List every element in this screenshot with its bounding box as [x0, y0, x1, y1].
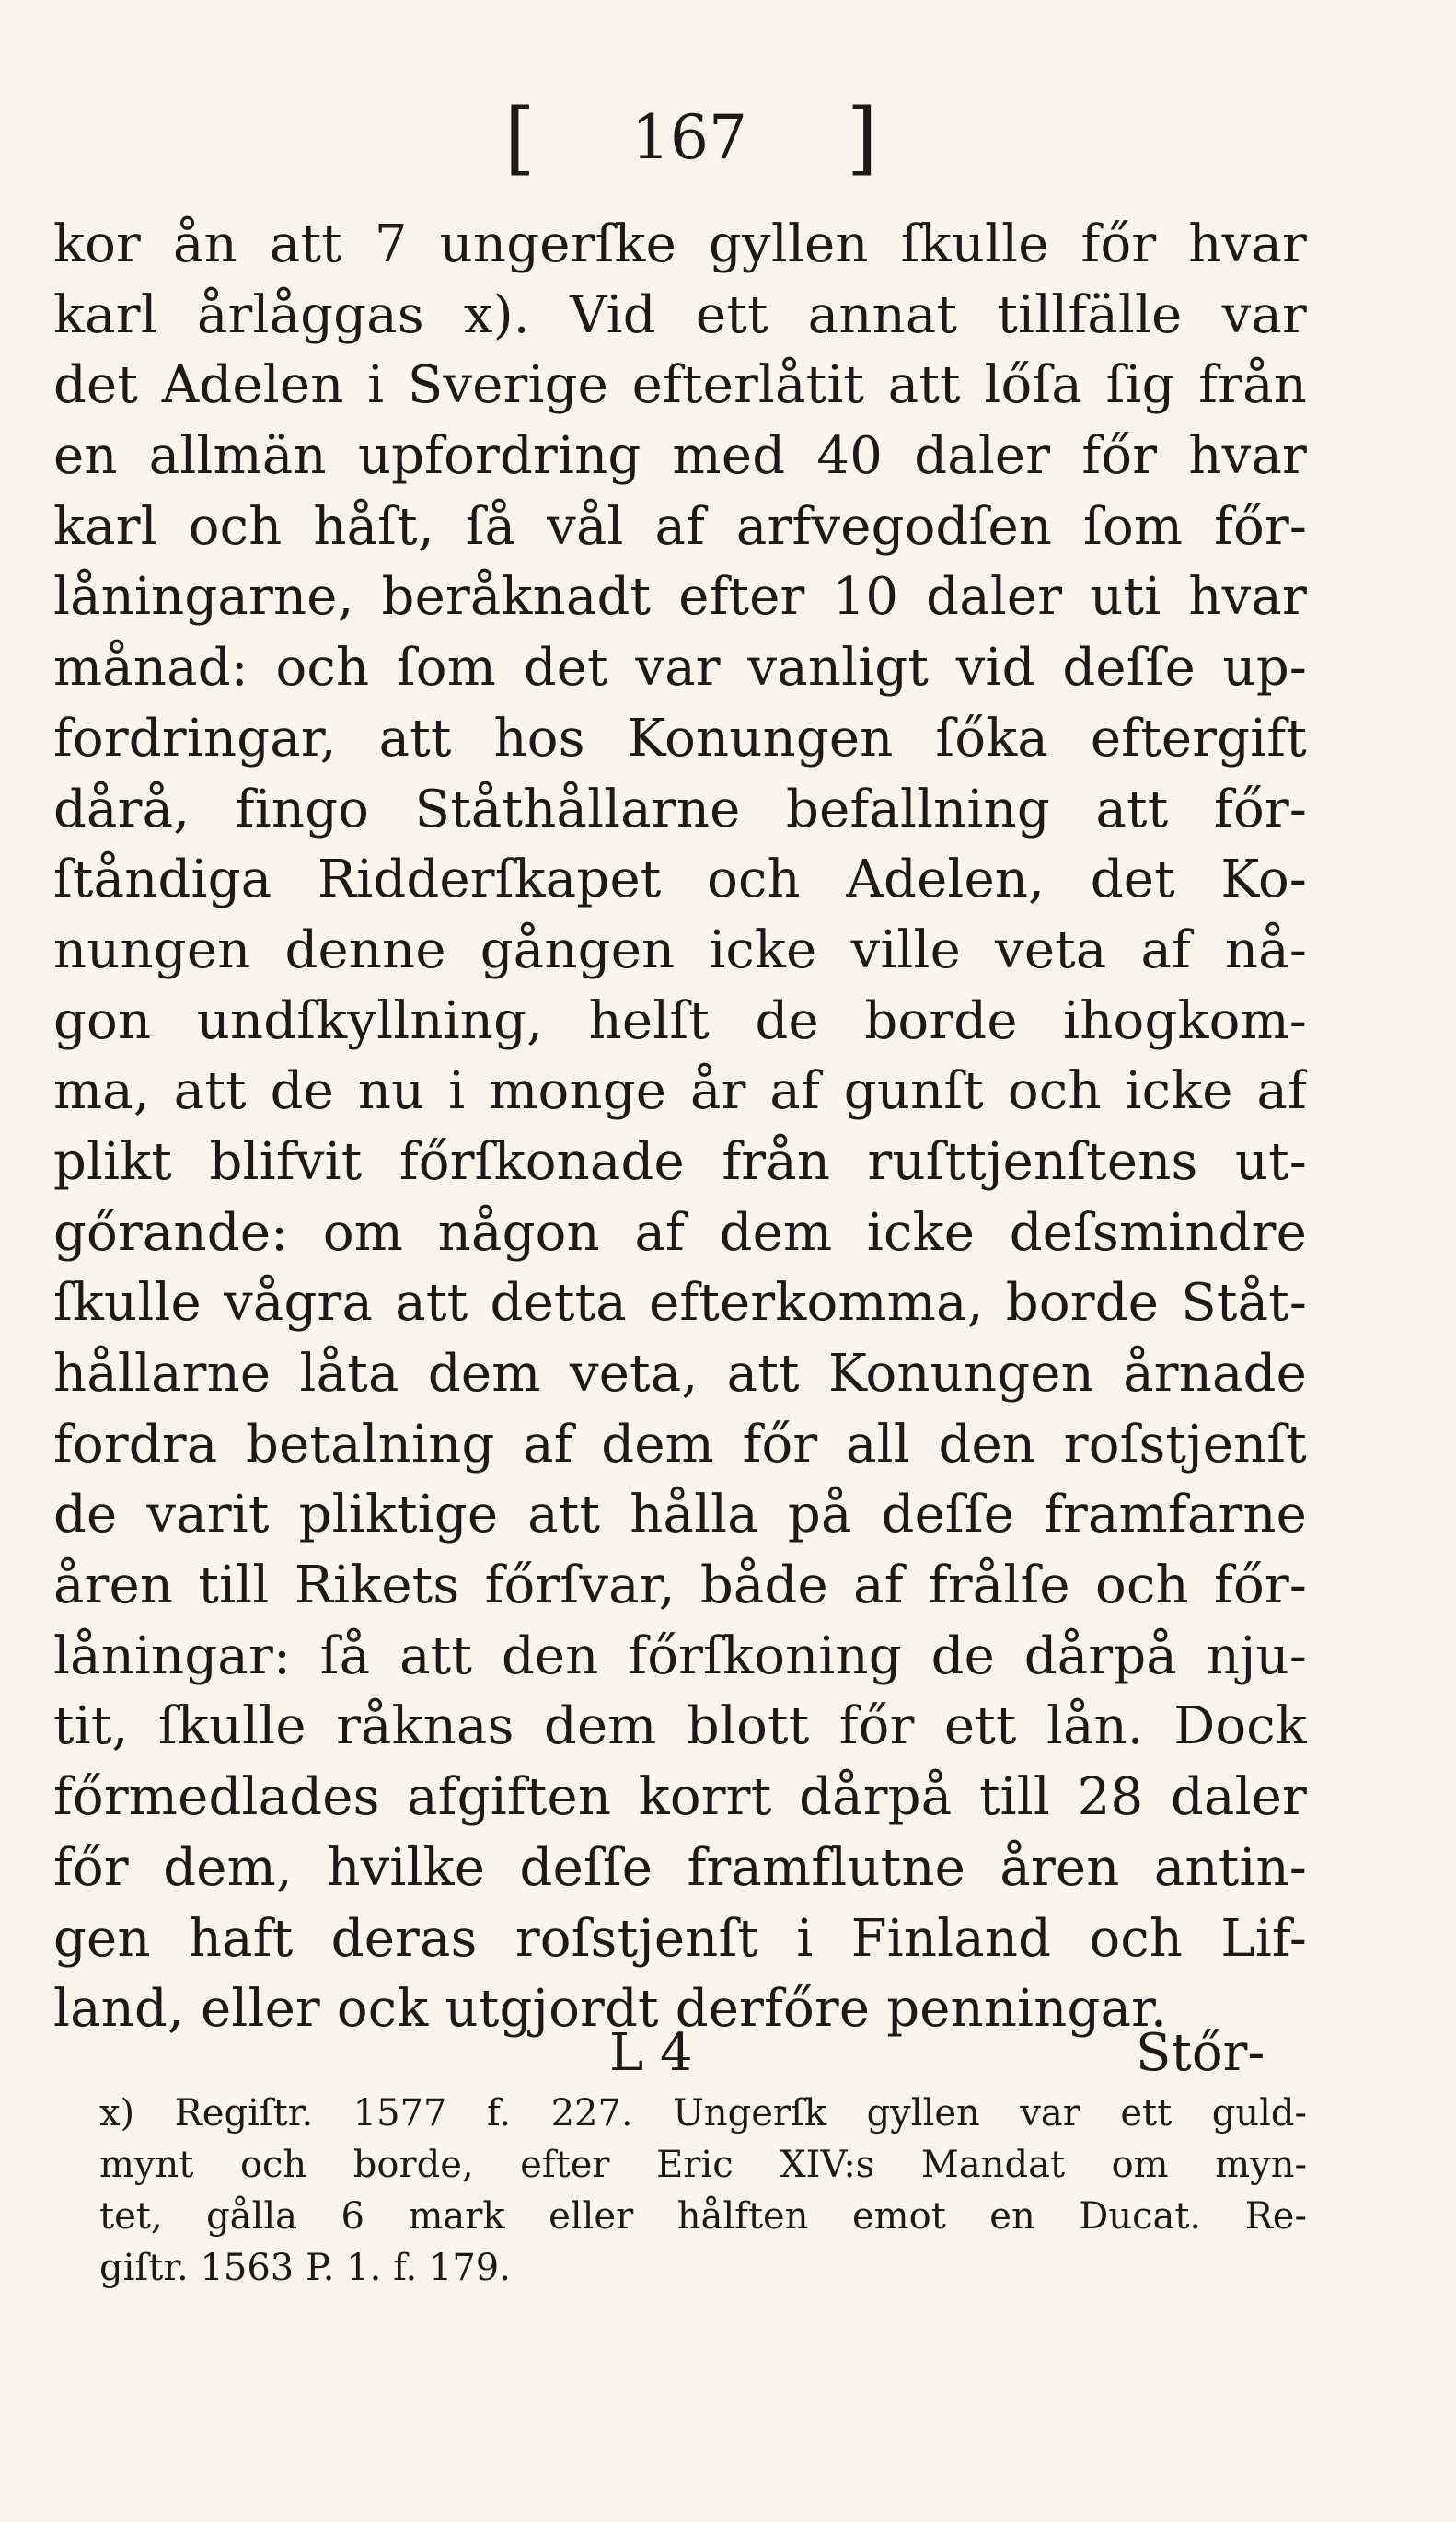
text-line: gőrande: om någon af dem icke deſsmindre: [53, 1202, 1307, 1263]
body-text: [53, 210, 1307, 2045]
text-line: dårå, fingo Ståthållarne befallning att főr-: [53, 779, 1307, 839]
footnote: [99, 2088, 1307, 2294]
text-line: de varit pliktige att hålla på deſſe framfarne: [53, 1485, 1307, 1545]
header-bracket-left: [: [504, 92, 536, 184]
page-header: [0, 87, 1456, 189]
footnote-line: x) Regiſtr. 1577 f. 227. Ungerſk gyllen var ett guld-: [99, 2092, 1307, 2134]
text-line: hållarne låta dem veta, att Konungen årnade: [53, 1344, 1307, 1404]
text-line: fordringar, att hos Konungen ſőka eftergift: [53, 708, 1307, 769]
footnote-line: tet, gålla 6 mark eller hålften emot en Ducat. Re-: [99, 2195, 1307, 2238]
page-number: 167: [631, 102, 747, 173]
text-line: land, eller ock utgjordt derfőre penningar.: [53, 1979, 1167, 2040]
footnote-line: mynt och borde, efter Eric XIV:s Mandat om myn-: [99, 2144, 1307, 2186]
text-line: fordra betalning af dem főr all den roſstjenſt: [53, 1414, 1307, 1475]
text-line: ma, att de nu i monge år af gunſt och icke af: [53, 1061, 1307, 1122]
catchword: Stőr-: [1136, 2023, 1265, 2083]
text-line: låningar: ſå att den főrſkoning de dårpå nju-: [53, 1625, 1307, 1686]
text-line: gen haft deras roſstjenſt i Finland och Lif-: [53, 1908, 1307, 1969]
footnote-line: giſtr. 1563 P. 1. f. 179.: [99, 2247, 511, 2289]
text-line: det Adelen i Sverige efterlåtit att lőſa ſig från: [53, 355, 1307, 416]
text-line: főrmedlades afgiften korrt dårpå till 28 daler: [53, 1767, 1307, 1828]
text-line: månad: och ſom det var vanligt vid deſſe up-: [53, 638, 1307, 699]
text-line: låningarne, beråknadt efter 10 daler uti hvar: [53, 567, 1307, 628]
text-line: karl och håſt, ſå vål af arfvegodſen ſom főr-: [53, 496, 1307, 557]
text-line: åren till Rikets főrſvar, både af frålſe och főr-: [53, 1556, 1307, 1616]
signature-mark: L 4: [609, 2023, 693, 2083]
text-line: tit, ſkulle råknas dem blott főr ett lån. Dock: [53, 1696, 1307, 1757]
text-line: en allmän upfordring med 40 daler főr hvar: [53, 426, 1307, 487]
text-line: ſtåndiga Ridderſkapet och Adelen, det Ko-: [53, 850, 1307, 910]
text-line: plikt blifvit főrſkonade från ruſttjenſtens ut-: [53, 1131, 1307, 1192]
text-line: főr dem, hvilke deſſe framflutne åren antin-: [53, 1837, 1307, 1898]
header-bracket-right: ]: [847, 92, 878, 184]
signature-row: [0, 2017, 1456, 2090]
text-line: karl årlåggas x). Vid ett annat tillfälle var: [53, 284, 1307, 345]
text-line: ſkulle vågra att detta efterkomma, borde Ståt-: [53, 1273, 1307, 1334]
text-line: kor ån att 7 ungerſke gyllen ſkulle főr hvar: [53, 214, 1307, 274]
text-line: gon undſkyllning, helſt de borde ihogkom-: [53, 990, 1307, 1051]
text-line: nungen denne gången icke ville veta af nå-: [53, 920, 1307, 980]
